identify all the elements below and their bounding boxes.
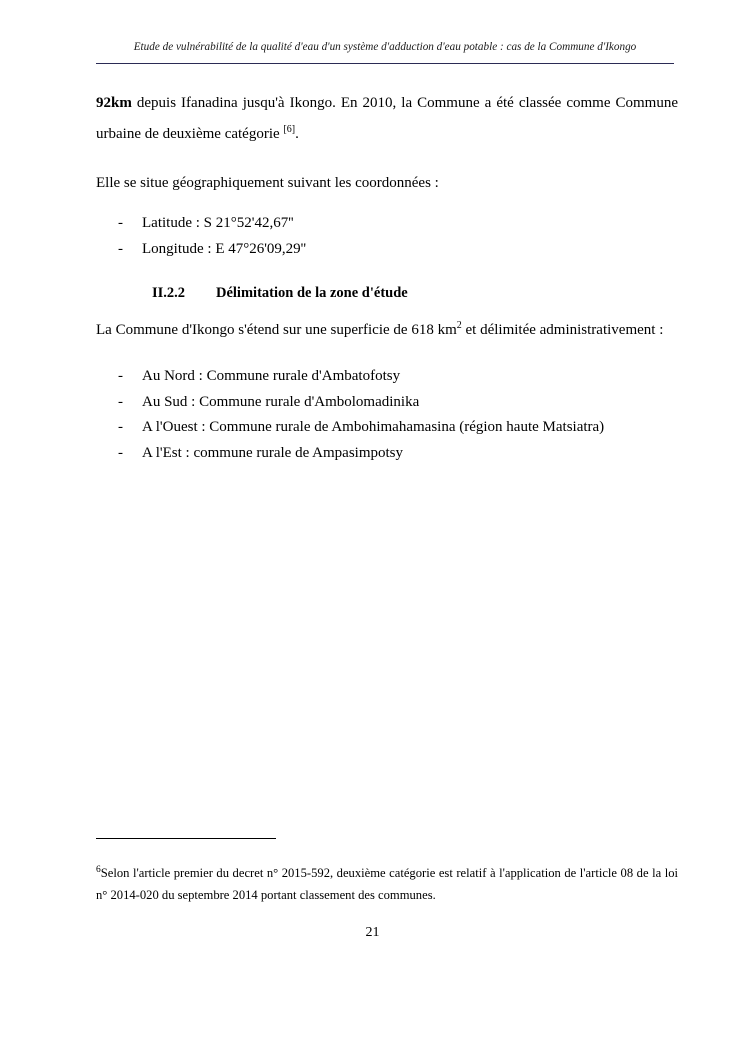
paragraph-area-part1: La Commune d'Ikongo s'étend sur une superficie de 618 km [96,322,457,338]
spacer [96,346,678,364]
list-item [96,390,678,416]
paragraph-area-part2: et délimitée administrativement : [461,322,664,338]
page-number: 21 [365,925,380,940]
superscript-two: 2 [456,320,462,331]
page-content [96,88,678,466]
list-item-label: Longitude : E 47°26'09,29'' [142,240,307,257]
paragraph-intro-bold: 92km [96,95,132,111]
section-number: II.2.2 [152,285,186,301]
paragraph-coordinates-lead: Elle se situe géographiquement suivant les coordonnées : [96,175,439,191]
footnote-area [96,862,678,906]
boundaries-list [96,364,678,466]
list-item-label: Au Sud : Commune rurale d'Ambolomadinika [142,393,420,410]
list-item-label: Au Nord : Commune rurale d'Ambatofotsy [142,368,401,384]
dash-marker: - [118,393,123,410]
list-item [96,415,678,441]
dash-marker: - [118,368,123,384]
section-title: Délimitation de la zone d'étude [216,285,408,301]
spacer [96,150,678,168]
running-title: Etude de vulnérabilité de la qualité d'eau d'un système d'adduction d'eau potable : cas de la Commune d'Ikongo [133,41,637,53]
list-item-label: A l'Est : commune rurale de Ampasimpotsy [142,444,403,461]
paragraph-area [96,315,678,346]
footnote-divider [96,838,276,839]
dash-marker: - [118,240,123,257]
footnote-text: Selon l'article premier du decret n° 2015-592, deuxième catégorie est relatif à l'application de l'article 08 de la loi n° 2014-020 du septembre 2014 portant classement des communes. [96,866,678,902]
coordinates-list [96,211,678,262]
footnote-marker: 6 [96,864,101,875]
list-item [96,237,678,263]
paragraph-intro-text: depuis Ifanadina jusqu'à Ikongo. En 2010, la Commune a été classée comme Commune urbaine de deuxième catégorie [96,95,678,142]
list-item [96,364,678,390]
list-item-label: Latitude : S 21°52'42,67'' [142,215,294,231]
section-heading [96,282,678,305]
list-item [96,211,678,237]
list-item [96,441,678,467]
dash-marker: - [118,215,123,231]
footnote-reference: [6] [283,124,296,135]
dash-marker: - [118,444,123,461]
list-item-label: A l'Ouest : Commune rurale de Ambohimahamasina (région haute Matsiatra) [142,419,605,435]
spacer [96,199,678,211]
header-divider [96,63,674,64]
paragraph-intro-end: . [295,126,299,142]
page-header [96,40,674,54]
dash-marker: - [118,419,123,435]
paragraph-intro [96,88,678,150]
